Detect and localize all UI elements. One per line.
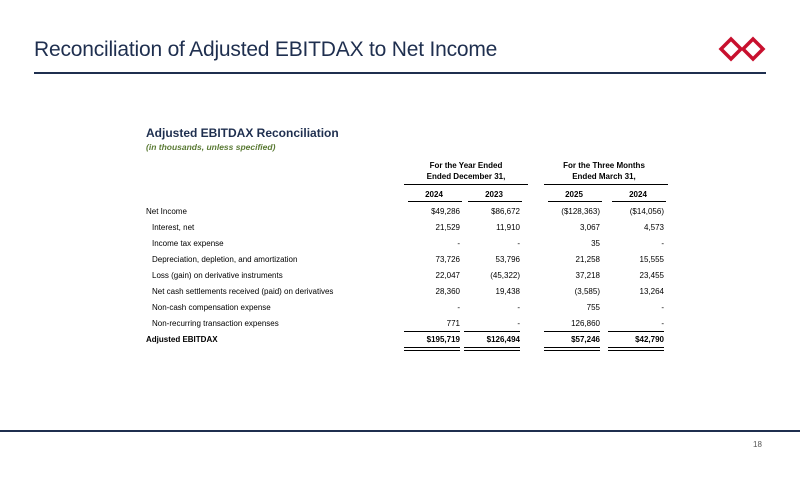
- footer-divider: [0, 430, 800, 432]
- row-value: -: [457, 239, 460, 248]
- year-header: 2023: [485, 190, 503, 199]
- table-row: [146, 238, 676, 254]
- row-value: 35: [591, 239, 600, 248]
- page-number: 18: [753, 440, 762, 449]
- row-value: $57,246: [571, 335, 600, 344]
- page-title: Reconciliation of Adjusted EBITDAX to Net Income: [34, 38, 498, 61]
- row-value: 73,726: [435, 255, 460, 264]
- row-value: 771: [446, 319, 460, 328]
- year-underline: [468, 201, 522, 202]
- year-header: 2024: [629, 190, 647, 199]
- table-row: [146, 318, 676, 334]
- row-value: -: [661, 303, 664, 312]
- title-divider: [34, 72, 766, 74]
- linked-diamonds-logo: [718, 36, 766, 62]
- row-value: -: [661, 239, 664, 248]
- row-value: 4,573: [643, 223, 664, 232]
- group-header-quarter: [540, 160, 668, 182]
- table-row: [146, 222, 676, 238]
- group-underline: [404, 184, 528, 185]
- subtotal-underline: [404, 331, 460, 332]
- row-value: 19,438: [495, 287, 520, 296]
- group-underline: [544, 184, 668, 185]
- year-header: 2024: [425, 190, 443, 199]
- table-row: [146, 302, 676, 318]
- group-header-line: Ended March 31,: [572, 172, 636, 181]
- group-header-year: [400, 160, 532, 182]
- total-double-underline: [464, 347, 520, 351]
- row-value: (3,585): [574, 287, 600, 296]
- row-value: -: [661, 319, 664, 328]
- row-value: 755: [586, 303, 600, 312]
- row-label: Non-recurring transaction expenses: [152, 319, 279, 328]
- row-value: $126,494: [486, 335, 520, 344]
- row-value: 53,796: [495, 255, 520, 264]
- row-value: 22,047: [435, 271, 460, 280]
- row-value: -: [517, 239, 520, 248]
- row-label: Net Income: [146, 207, 187, 216]
- subtotal-underline: [464, 331, 520, 332]
- row-value: (45,322): [490, 271, 520, 280]
- row-value: 21,258: [575, 255, 600, 264]
- row-value: $49,286: [431, 207, 460, 216]
- total-double-underline: [608, 347, 664, 351]
- row-value: 21,529: [435, 223, 460, 232]
- row-value: $86,672: [491, 207, 520, 216]
- row-label: Income tax expense: [152, 239, 224, 248]
- row-value: ($128,363): [561, 207, 600, 216]
- row-label: Interest, net: [152, 223, 195, 232]
- total-double-underline: [544, 347, 600, 351]
- subtotal-underline: [608, 331, 664, 332]
- group-header-line: For the Year Ended: [429, 161, 503, 170]
- row-value: -: [457, 303, 460, 312]
- group-header-line: Ended December 31,: [426, 172, 506, 181]
- section-subtitle: (in thousands, unless specified): [146, 142, 276, 152]
- table-row: [146, 286, 676, 302]
- table-row: [146, 270, 676, 286]
- row-value: 28,360: [435, 287, 460, 296]
- row-label: Depreciation, depletion, and amortization: [152, 255, 298, 264]
- year-underline: [408, 201, 462, 202]
- row-value: -: [517, 303, 520, 312]
- year-underline: [612, 201, 666, 202]
- row-label: Loss (gain) on derivative instruments: [152, 271, 283, 280]
- subtotal-underline: [544, 331, 600, 332]
- row-value: 13,264: [639, 287, 664, 296]
- table-row: [146, 206, 676, 222]
- row-value: 37,218: [575, 271, 600, 280]
- group-header-line: For the Three Months: [563, 161, 645, 170]
- row-value: $42,790: [635, 335, 664, 344]
- table-row: [146, 254, 676, 270]
- table-row: [146, 334, 676, 350]
- section-title: Adjusted EBITDAX Reconciliation: [146, 126, 339, 140]
- year-underline: [548, 201, 602, 202]
- row-value: 126,860: [571, 319, 600, 328]
- row-label: Net cash settlements received (paid) on derivatives: [152, 287, 334, 296]
- row-value: ($14,056): [629, 207, 664, 216]
- row-value: 3,067: [579, 223, 600, 232]
- row-value: 23,455: [639, 271, 664, 280]
- total-double-underline: [404, 347, 460, 351]
- row-value: -: [517, 319, 520, 328]
- row-value: $195,719: [426, 335, 460, 344]
- row-value: 11,910: [496, 223, 520, 232]
- row-label: Non-cash compensation expense: [152, 303, 271, 312]
- row-value: 15,555: [639, 255, 664, 264]
- year-header: 2025: [565, 190, 583, 199]
- row-label: Adjusted EBITDAX: [146, 335, 218, 344]
